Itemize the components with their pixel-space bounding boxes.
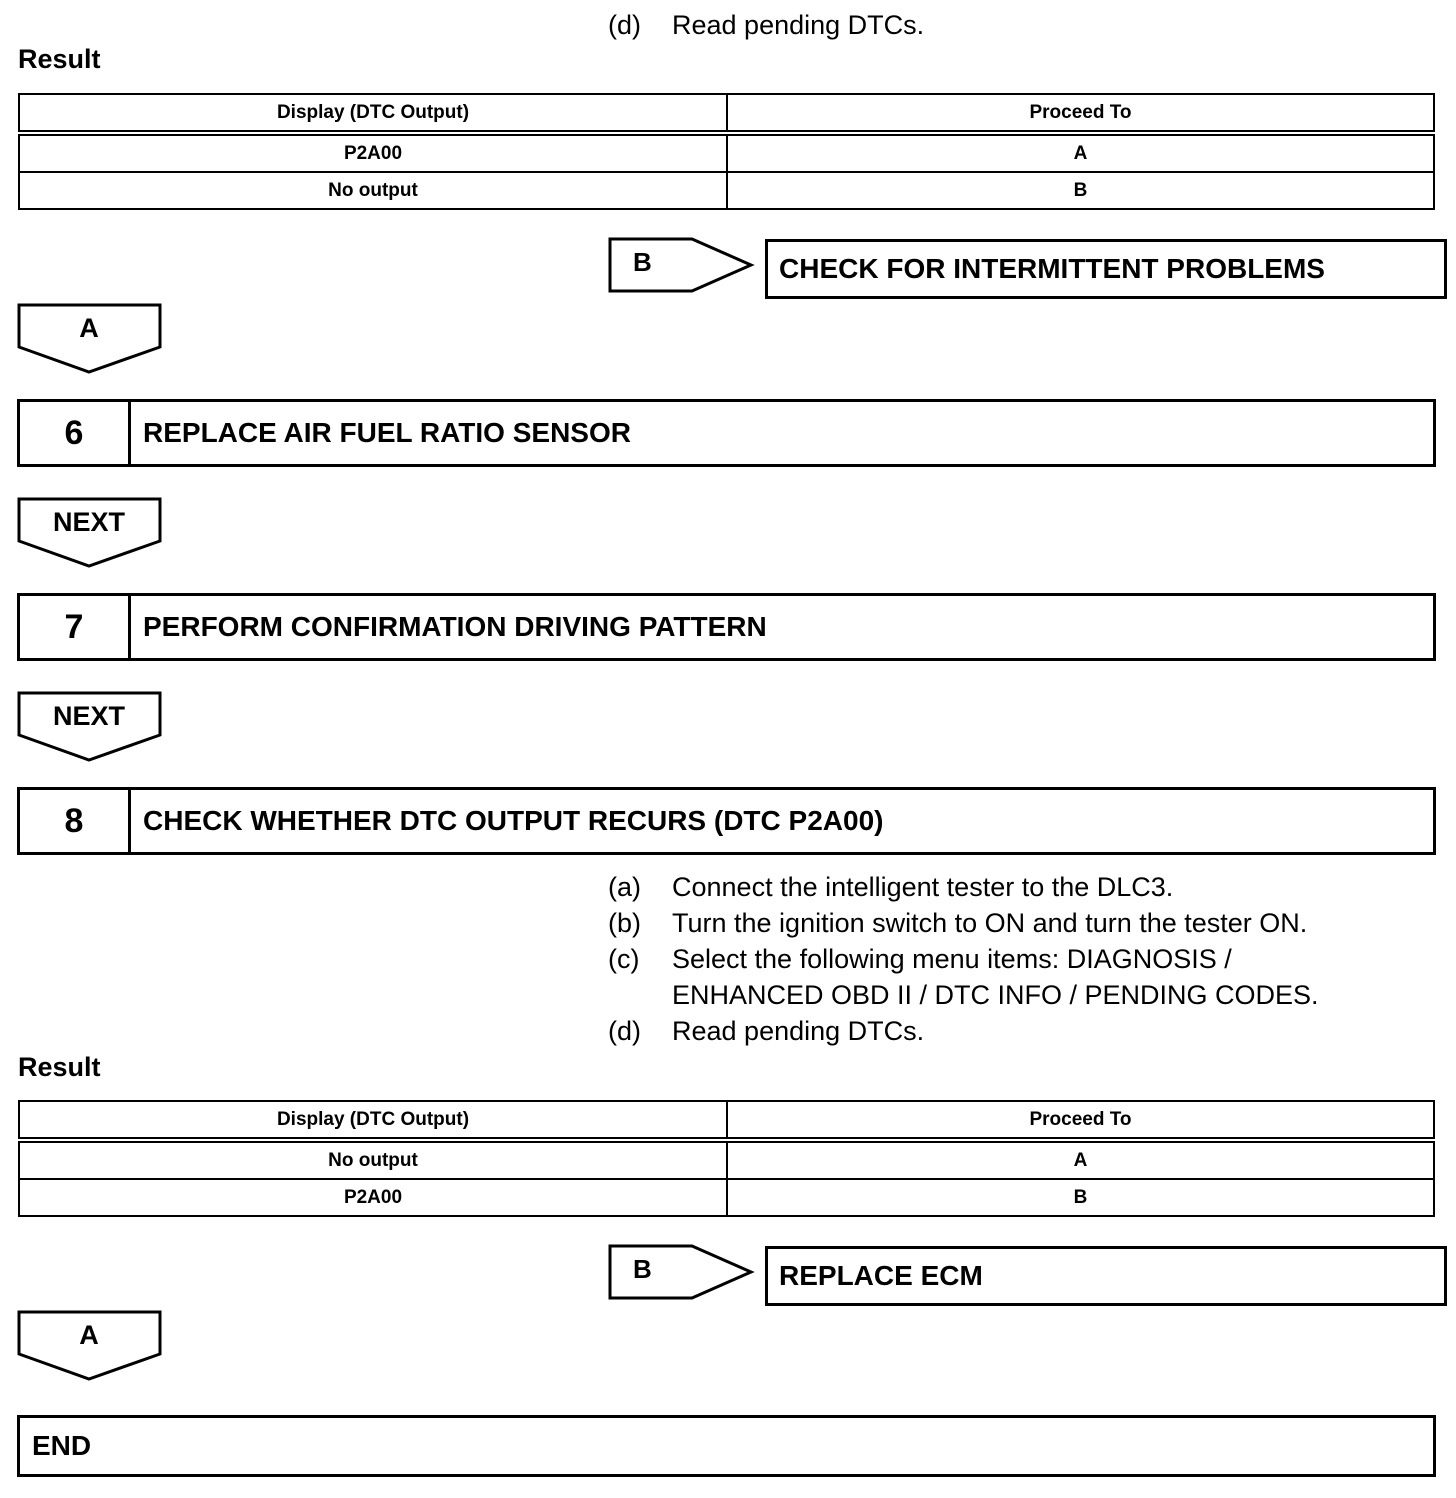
arrow-label: NEXT <box>52 507 125 537</box>
instruction-label: (b) <box>608 908 641 938</box>
step-7 <box>17 593 1436 661</box>
step-8 <box>17 787 1436 855</box>
table-cell: No output <box>19 172 727 209</box>
branch-action-box: CHECK FOR INTERMITTENT PROBLEMS <box>765 239 1447 299</box>
table-cell: P2A00 <box>19 133 727 172</box>
arrow-label: A <box>79 313 99 343</box>
instruction-label: (c) <box>608 944 640 974</box>
step-6 <box>17 399 1436 467</box>
arrow-next <box>17 691 163 763</box>
arrow-right-icon <box>608 237 756 295</box>
table-header-row <box>19 94 1434 133</box>
branch-arrow-b <box>608 1244 756 1302</box>
step-number: 7 <box>20 596 131 658</box>
table-header-row <box>19 1101 1434 1140</box>
end-box: END <box>17 1415 1436 1477</box>
instruction-text: Read pending DTCs. <box>672 10 925 40</box>
step-title: CHECK WHETHER DTC OUTPUT RECURS (DTC P2A00) <box>143 805 884 836</box>
table-row <box>19 133 1434 172</box>
table-cell: B <box>727 1179 1434 1216</box>
arrow-a <box>17 303 163 375</box>
instruction-label: (a) <box>608 872 641 902</box>
result-table <box>18 93 1435 210</box>
branch-label: B <box>633 247 652 277</box>
result-heading: Result <box>18 44 101 74</box>
arrow-label: NEXT <box>52 701 125 731</box>
arrow-next <box>17 497 163 569</box>
instruction-text: Connect the intelligent tester to the DLC3. <box>672 872 1174 902</box>
step-title: PERFORM CONFIRMATION DRIVING PATTERN <box>143 611 767 642</box>
branch-action-box: REPLACE ECM <box>765 1246 1447 1306</box>
step-title: REPLACE AIR FUEL RATIO SENSOR <box>143 417 631 448</box>
table-row <box>19 1179 1434 1216</box>
instruction-text: Turn the ignition switch to ON and turn the tester ON. <box>672 908 1308 938</box>
table-cell: No output <box>19 1140 727 1179</box>
arrow-a <box>17 1310 163 1382</box>
table-row <box>19 1140 1434 1179</box>
step-number: 6 <box>20 402 131 464</box>
result-heading: Result <box>18 1052 101 1082</box>
header-cell: Display (DTC Output) <box>19 94 727 133</box>
instruction-label: (d) <box>608 10 641 40</box>
header-cell: Proceed To <box>727 94 1434 133</box>
branch-label: B <box>633 1254 652 1284</box>
instruction-label: (d) <box>608 1016 641 1046</box>
table-row <box>19 172 1434 209</box>
header-cell: Display (DTC Output) <box>19 1101 727 1140</box>
instruction-text: ENHANCED OBD II / DTC INFO / PENDING CODES. <box>672 980 1319 1010</box>
branch-arrow-b <box>608 237 756 295</box>
table-cell: P2A00 <box>19 1179 727 1216</box>
table-cell: A <box>727 1140 1434 1179</box>
arrow-label: A <box>79 1320 99 1350</box>
arrow-right-icon <box>608 1244 756 1302</box>
header-cell: Proceed To <box>727 1101 1434 1140</box>
instruction-text: Select the following menu items: DIAGNOSIS / <box>672 944 1232 974</box>
step-number: 8 <box>20 790 131 852</box>
result-table <box>18 1100 1435 1217</box>
instruction-text: Read pending DTCs. <box>672 1016 925 1046</box>
table-cell: B <box>727 172 1434 209</box>
table-cell: A <box>727 133 1434 172</box>
